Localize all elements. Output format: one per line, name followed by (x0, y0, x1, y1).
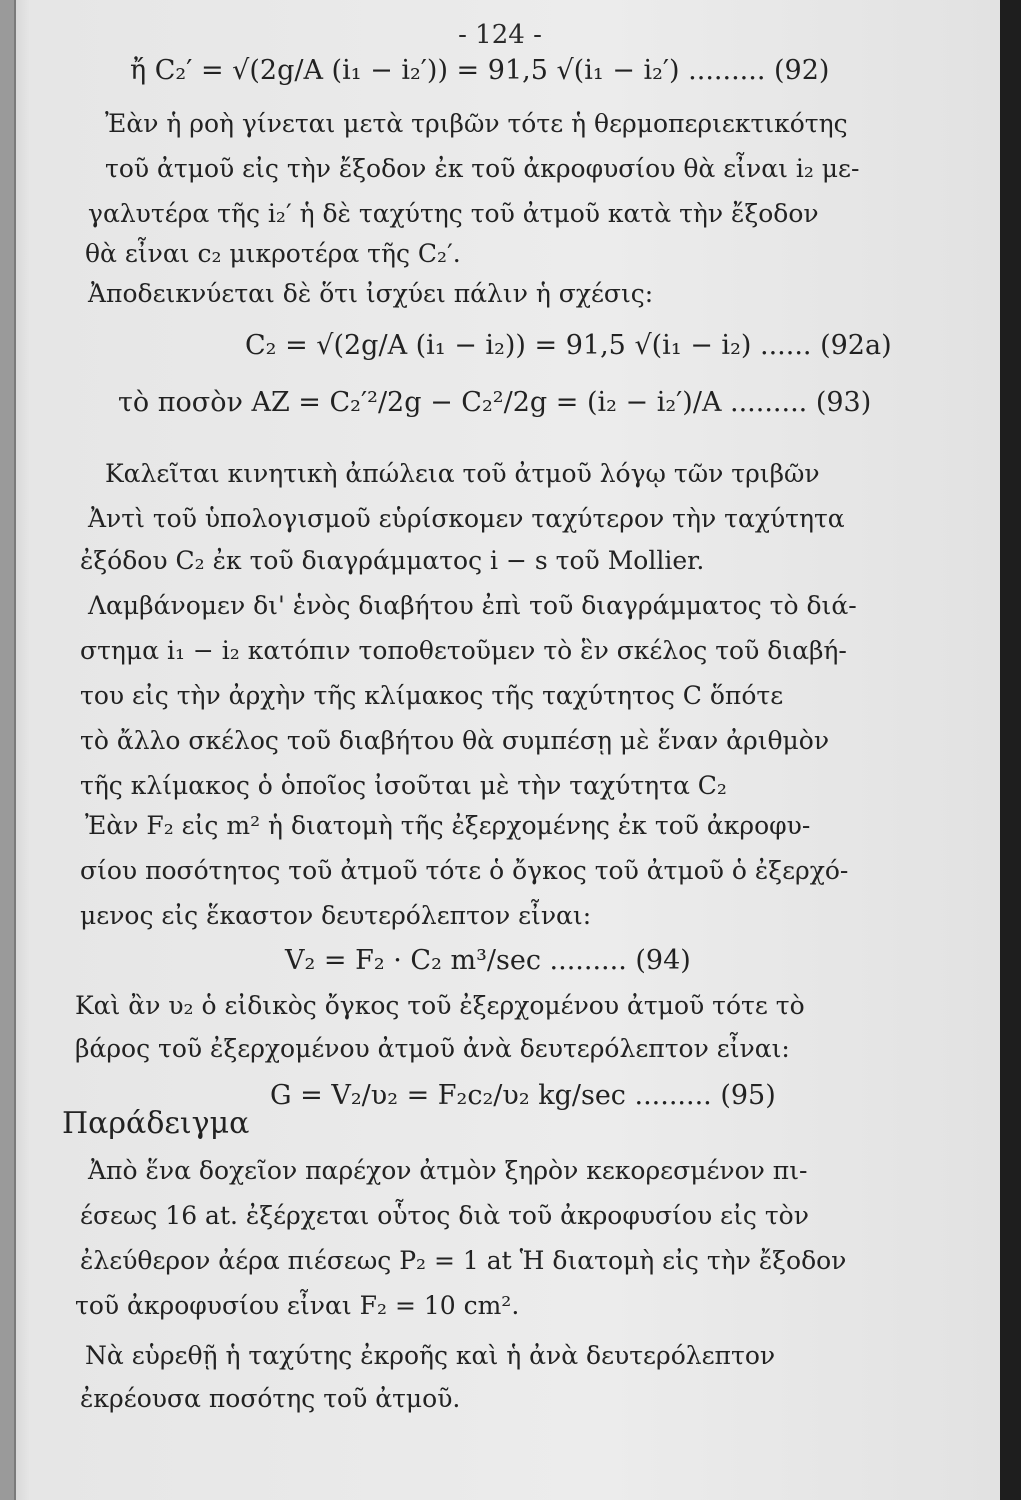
text-line: έσεως 16 at. ἐξέρχεται οὗτος διὰ τοῦ ἀκροφυσίου εἰς τὸν (80, 1201, 809, 1230)
page-binding (0, 0, 16, 1500)
text-line: Ἀποδεικνύεται δὲ ὅτι ἰσχύει πάλιν ἡ σχέσις: (88, 279, 654, 308)
text-line: σίου ποσότητος τοῦ ἀτμοῦ τότε ὁ ὄγκος τοῦ ἀτμοῦ ὁ ἐξερχό- (80, 856, 849, 885)
formula-line: C₂ = √(2g/A (i₁ − i₂)) = 91,5 √(i₁ − i₂) ...... (92a) (245, 330, 892, 361)
text-line: Καλεῖται κινητικὴ ἀπώλεια τοῦ ἀτμοῦ λόγῳ τῶν τριβῶν (105, 459, 820, 488)
text-line: Ἀντὶ τοῦ ὑπολογισμοῦ εὑρίσκομεν ταχύτερον τὴν ταχύτητα (88, 504, 845, 533)
formula-line: τὸ ποσὸν AZ = C₂′²/2g − C₂²/2g = (i₂ − i₂′)/A ......... (93) (118, 387, 872, 418)
text-line: τοῦ ἀτμοῦ εἰς τὴν ἔξοδον ἐκ τοῦ ἀκροφυσίου θὰ εἶναι i₂ με- (105, 154, 860, 183)
text-line: ἐξόδου C₂ ἐκ τοῦ διαγράμματος i − s τοῦ Mollier. (80, 546, 705, 575)
formula-line: ἤ C₂′ = √(2g/A (i₁ − i₂′)) = 91,5 √(i₁ − i₂′) ......... (92) (130, 55, 830, 86)
text-line: στημα i₁ − i₂ κατόπιν τοποθετοῦμεν τὸ ἓν σκέλος τοῦ διαβή- (80, 636, 847, 665)
text-line: του εἰς τὴν ἀρχὴν τῆς κλίμακος τῆς ταχύτητος C ὅπότε (80, 681, 784, 710)
page-number: - 124 - (458, 20, 542, 50)
section-heading: Παράδειγμα (62, 1106, 250, 1141)
text-line: βάρος τοῦ ἐξερχομένου ἀτμοῦ ἀνὰ δευτερόλεπτον εἶναι: (75, 1034, 790, 1063)
text-line: τὸ ἄλλο σκέλος τοῦ διαβήτου θὰ συμπέσῃ μὲ ἕναν ἀριθμὸν (80, 726, 830, 755)
text-line: γαλυτέρα τῆς i₂′ ἡ δὲ ταχύτης τοῦ ἀτμοῦ κατὰ τὴν ἔξοδον (88, 199, 819, 228)
text-line: Λαμβάνομεν δι' ἑνὸς διαβήτου ἐπὶ τοῦ διαγράμματος τὸ διά- (88, 591, 857, 620)
text-line: τῆς κλίμακος ὁ ὁποῖος ἰσοῦται μὲ τὴν ταχύτητα C₂ (80, 771, 727, 800)
text-line: θὰ εἶναι c₂ μικροτέρα τῆς C₂′. (85, 239, 461, 268)
text-line: τοῦ ἀκροφυσίου εἶναι F₂ = 10 cm². (75, 1291, 520, 1320)
text-line: Ἀπὸ ἕνα δοχεῖον παρέχον ἀτμὸν ξηρὸν κεκορεσμένον πι- (88, 1156, 808, 1185)
text-line: Ἐὰν F₂ εἰς m² ἡ διατομὴ τῆς ἐξερχομένης ἐκ τοῦ ἀκροφυ- (85, 811, 811, 840)
formula-line: V₂ = F₂ · C₂ m³/sec ......... (94) (285, 945, 691, 976)
page-edge (1000, 0, 1021, 1500)
text-line: Καὶ ἂν υ₂ ὁ εἰδικὸς ὄγκος τοῦ ἐξερχομένου ἀτμοῦ τότε τὸ (75, 991, 805, 1020)
text-line: μενος εἰς ἕκαστον δευτερόλεπτον εἶναι: (80, 901, 592, 930)
formula-line: G = V₂/υ₂ = F₂c₂/υ₂ kg/sec ......... (95) (270, 1080, 776, 1111)
text-line: ἐλεύθερον ἀέρα πιέσεως P₂ = 1 at Ἡ διατομὴ εἰς τὴν ἔξοδον (80, 1246, 847, 1275)
text-line: Νὰ εὑρεθῇ ἡ ταχύτης ἐκροῆς καὶ ἡ ἀνὰ δευτερόλεπτον (85, 1341, 776, 1370)
text-line: ἐκρέουσα ποσότης τοῦ ἀτμοῦ. (80, 1384, 461, 1413)
text-line: Ἐὰν ἡ ροὴ γίνεται μετὰ τριβῶν τότε ἡ θερμοπεριεκτικότης (105, 109, 848, 138)
